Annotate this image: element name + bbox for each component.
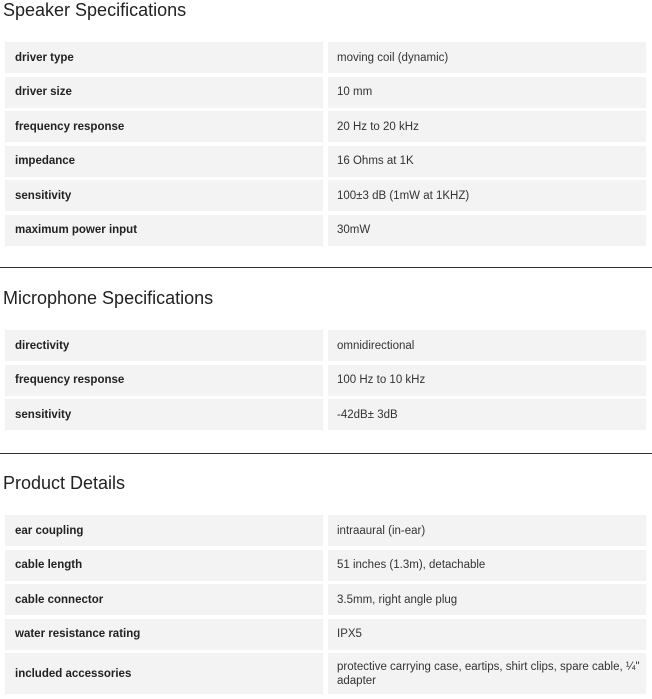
spec-value: 20 Hz to 20 kHz (328, 111, 646, 142)
section-title: Microphone Specifications (3, 288, 214, 308)
table-row (5, 146, 646, 177)
table-row (5, 653, 646, 694)
table-row (5, 42, 646, 73)
spec-label: cable connector (5, 584, 323, 615)
spec-value: 100 Hz to 10 kHz (328, 365, 646, 396)
table-row (5, 365, 646, 396)
spec-label: driver size (5, 77, 323, 108)
table-row (5, 215, 646, 246)
spec-label: impedance (5, 146, 323, 177)
spec-label: sensitivity (5, 399, 323, 430)
spec-value: 10 mm (328, 77, 646, 108)
spec-label: maximum power input (5, 215, 323, 246)
spec-value: 51 inches (1.3m), detachable (328, 550, 646, 581)
spec-value: protective carrying case, eartips, shirt clips, spare cable, ¼" adapter (328, 653, 646, 694)
spec-label: cable length (5, 550, 323, 581)
table-row (5, 550, 646, 581)
spec-value: 100±3 dB (1mW at 1KHZ) (328, 180, 646, 211)
speaker-spec-table (5, 42, 646, 249)
spec-value: -42dB± 3dB (328, 399, 646, 430)
table-row (5, 77, 646, 108)
table-row (5, 619, 646, 650)
product-details-table (5, 515, 646, 698)
spec-label: sensitivity (5, 180, 323, 211)
microphone-spec-table (5, 330, 646, 434)
section-title: Speaker Specifications (3, 0, 187, 20)
spec-value: 30mW (328, 215, 646, 246)
spec-label: driver type (5, 42, 323, 73)
spec-value: 3.5mm, right angle plug (328, 584, 646, 615)
table-row (5, 111, 646, 142)
section-divider (0, 453, 652, 454)
spec-label: frequency response (5, 365, 323, 396)
table-row (5, 399, 646, 430)
spec-value: omnidirectional (328, 330, 646, 361)
spec-value: moving coil (dynamic) (328, 42, 646, 73)
spec-value: IPX5 (328, 619, 646, 650)
spec-label: included accessories (5, 653, 323, 694)
spec-label: frequency response (5, 111, 323, 142)
section-divider (0, 267, 652, 268)
spec-value: 16 Ohms at 1K (328, 146, 646, 177)
spec-value: intraaural (in-ear) (328, 515, 646, 546)
spec-label: ear coupling (5, 515, 323, 546)
section-title: Product Details (3, 473, 126, 493)
table-row (5, 180, 646, 211)
table-row (5, 330, 646, 361)
spec-label: water resistance rating (5, 619, 323, 650)
table-row (5, 584, 646, 615)
spec-label: directivity (5, 330, 323, 361)
table-row (5, 515, 646, 546)
